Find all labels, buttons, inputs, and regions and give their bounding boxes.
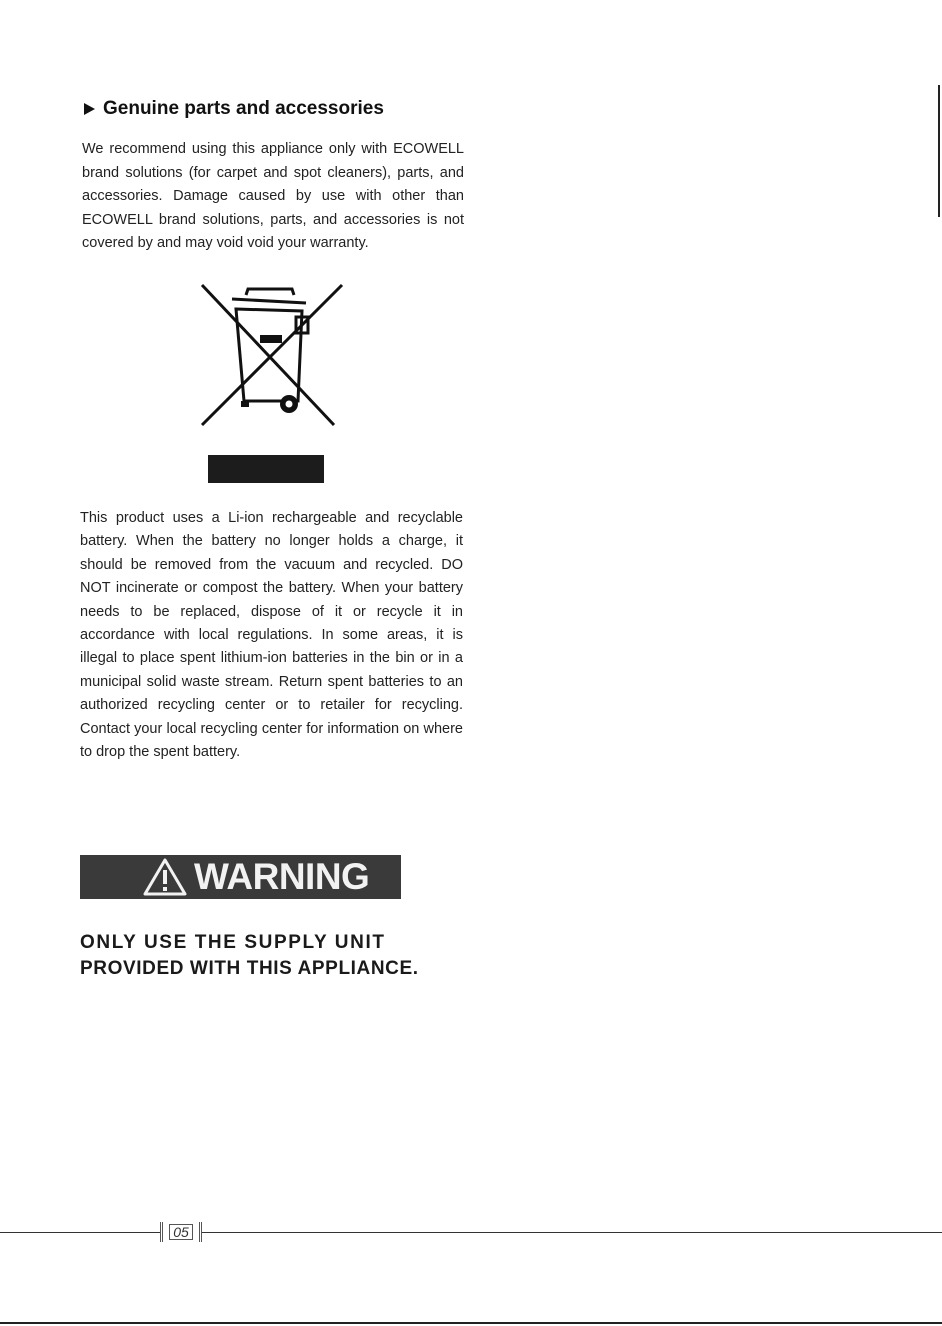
battery-paragraph: This product uses a Li-ion rechargeable and recyclable battery. When the battery no longer holds a charge, it should be removed from the vacuum and recycled. DO NOT incinerate or compost the battery. When your battery needs to be replaced, dispose of it or recycle it in accordance with local regulations. In some areas, it is illegal to place spent lithium-ion batteries in the bin or in a municipal solid waste stream. Return spent batteries to an authorized recycling center or to retailer for recycling. Contact your local recycling center for information on where to drop the spent battery. — [80, 510, 463, 761]
page-number-text: 05 — [169, 1224, 193, 1240]
page-number — [160, 1222, 202, 1242]
warning-label: WARNING — [194, 856, 370, 897]
section-title-text: Genuine parts and accessories — [103, 98, 384, 119]
notice-line-1: ONLY USE THE SUPPLY UNIT — [80, 932, 386, 953]
footer-rule — [0, 1232, 942, 1233]
bottom-rule — [0, 1322, 942, 1324]
warning-triangle-icon — [142, 857, 188, 897]
supply-unit-notice — [80, 930, 419, 982]
section-title — [84, 98, 384, 120]
notice-line-2: PROVIDED WITH THIS APPLIANCE. — [80, 958, 419, 979]
warning-banner — [80, 855, 401, 899]
weee-bar — [208, 455, 324, 483]
margin-rule — [938, 85, 940, 217]
accessories-paragraph: We recommend using this appliance only with ECOWELL brand solutions (for carpet and spot cleaners), parts, and accessories. Damage caused by use with other than ECOWELL brand solutions, parts, and accessories is not covered by and may void void your warranty. — [82, 141, 464, 251]
play-triangle-icon — [84, 103, 95, 115]
crossed-out-wheelie-bin-icon — [198, 283, 344, 429]
